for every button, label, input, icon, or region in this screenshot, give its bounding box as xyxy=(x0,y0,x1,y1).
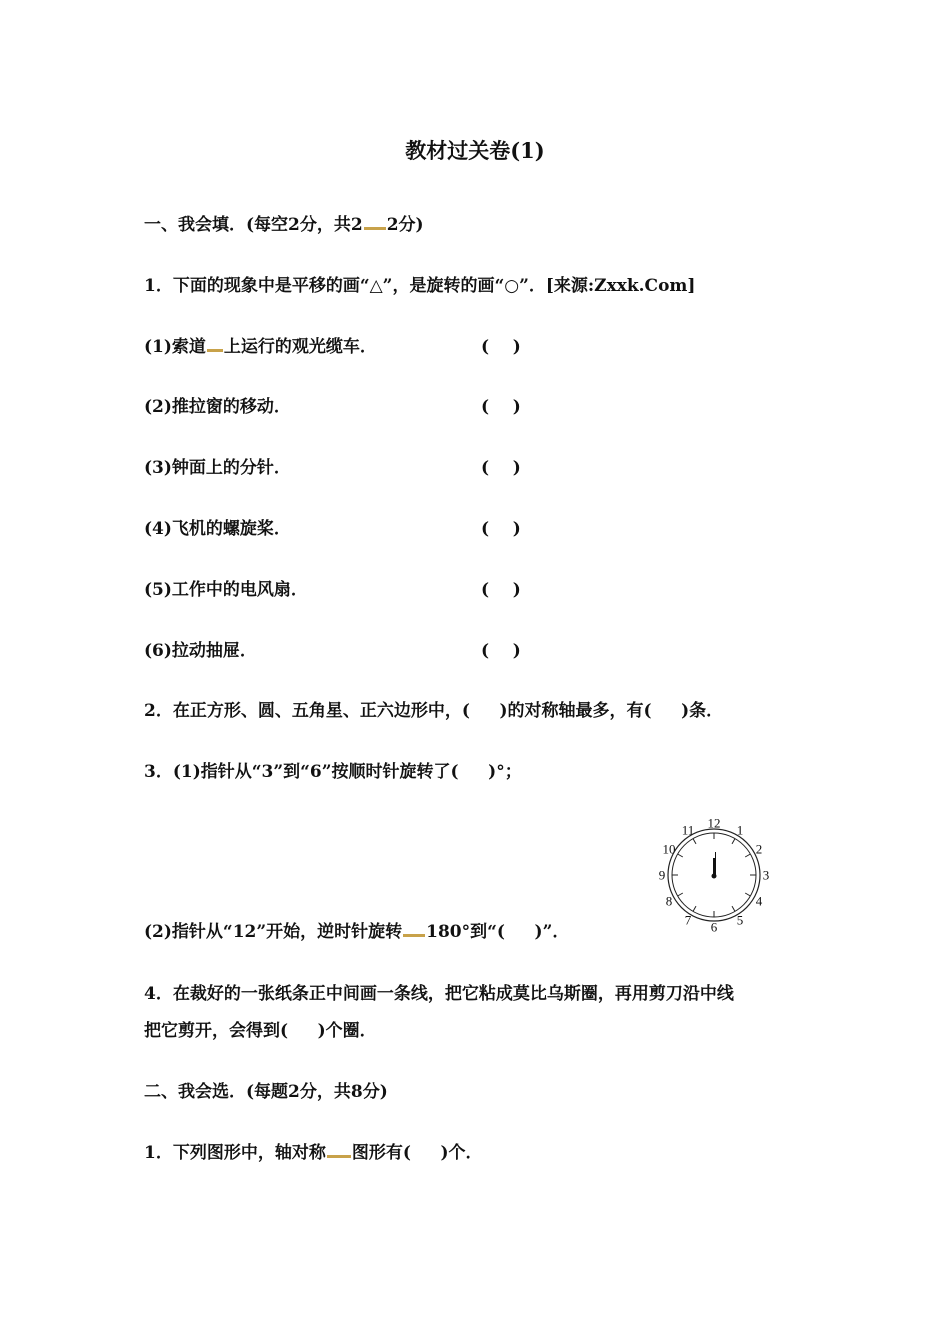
clock-tick xyxy=(745,854,750,857)
question-4-line-1: 4．在裁好的一张纸条正中间画一条线，把它粘成莫比乌斯圈，再用剪刀沿中线 xyxy=(144,984,734,1004)
item-1-text-a: (1)索道 xyxy=(144,337,206,357)
page-title: 教材过关卷(1) xyxy=(405,138,545,163)
question-3-part-2-text-a: (2)指针从“12”开始，逆时针旋转 xyxy=(144,922,403,942)
highlight-mark xyxy=(327,1155,351,1158)
answer-blank: ( ) xyxy=(481,519,521,539)
question-1: 1．下面的现象中是平移的画“△”，是旋转的画“○”．[来源:Zxxk.Com] xyxy=(144,276,696,296)
clock-tick xyxy=(693,839,696,844)
answer-blank: ( ) xyxy=(481,580,521,600)
answer-blank: ( ) xyxy=(481,397,521,417)
clock-number: 3 xyxy=(762,867,770,883)
clock-number: 12 xyxy=(707,815,721,831)
section-1-heading xyxy=(144,214,424,236)
clock-tick xyxy=(732,906,735,911)
question-2: 2．在正方形、圆、五角星、正六边形中，( )的对称轴最多，有( )条． xyxy=(144,701,724,721)
highlight-mark xyxy=(403,934,425,937)
question-3-part-2-text-b: 180°到“( )”． xyxy=(426,922,570,942)
item-3: (3)钟面上的分针． xyxy=(144,458,291,478)
clock-center-dot xyxy=(712,874,717,879)
section-2-heading: 二、我会选．(每题2分，共8分) xyxy=(144,1082,388,1102)
clock-tick xyxy=(678,854,683,857)
item-5: (5)工作中的电风扇． xyxy=(144,580,308,600)
question-4-line-2: 把它剪开，会得到( )个圈． xyxy=(144,1021,377,1041)
item-1-text-b: 上运行的观光缆车． xyxy=(223,337,377,357)
clock-number: 10 xyxy=(662,841,676,857)
section-2-question-1-text-b: 图形有( )个． xyxy=(351,1143,483,1163)
clock-number: 8 xyxy=(665,893,673,909)
item-2: (2)推拉窗的移动． xyxy=(144,397,291,417)
answer-blank: ( ) xyxy=(481,641,521,661)
highlight-mark xyxy=(207,349,223,352)
item-4: (4)飞机的螺旋桨． xyxy=(144,519,291,539)
question-3-part-1: 3．(1)指针从“3”到“6”按顺时针旋转了( )°； xyxy=(144,762,522,782)
clock-number: 4 xyxy=(755,893,763,909)
clock-tick xyxy=(745,893,750,896)
clock-number: 6 xyxy=(710,919,718,935)
item-6: (6)拉动抽屉． xyxy=(144,641,257,661)
clock-number: 2 xyxy=(755,841,763,857)
question-3-part-2 xyxy=(144,921,569,943)
clock-number: 9 xyxy=(658,867,666,883)
section-2-question-1-text-a: 1．下列图形中，轴对称 xyxy=(144,1143,326,1163)
clock-tick xyxy=(693,906,696,911)
clock-number: 1 xyxy=(736,822,744,838)
clock-number: 11 xyxy=(681,822,695,838)
section-1-heading-text-b: 2分) xyxy=(386,215,424,235)
clock-face xyxy=(650,812,775,942)
clock-number: 7 xyxy=(684,912,692,928)
item-1 xyxy=(144,336,377,358)
section-2-question-1 xyxy=(144,1142,483,1164)
section-1-heading-text-a: 一、我会填．(每空2分，共2 xyxy=(144,215,363,235)
answer-blank: ( ) xyxy=(481,337,521,357)
clock-tick xyxy=(732,839,735,844)
clock-number: 5 xyxy=(736,912,744,928)
clock-tick xyxy=(678,893,683,896)
answer-blank: ( ) xyxy=(481,458,521,478)
highlight-mark xyxy=(364,227,386,230)
